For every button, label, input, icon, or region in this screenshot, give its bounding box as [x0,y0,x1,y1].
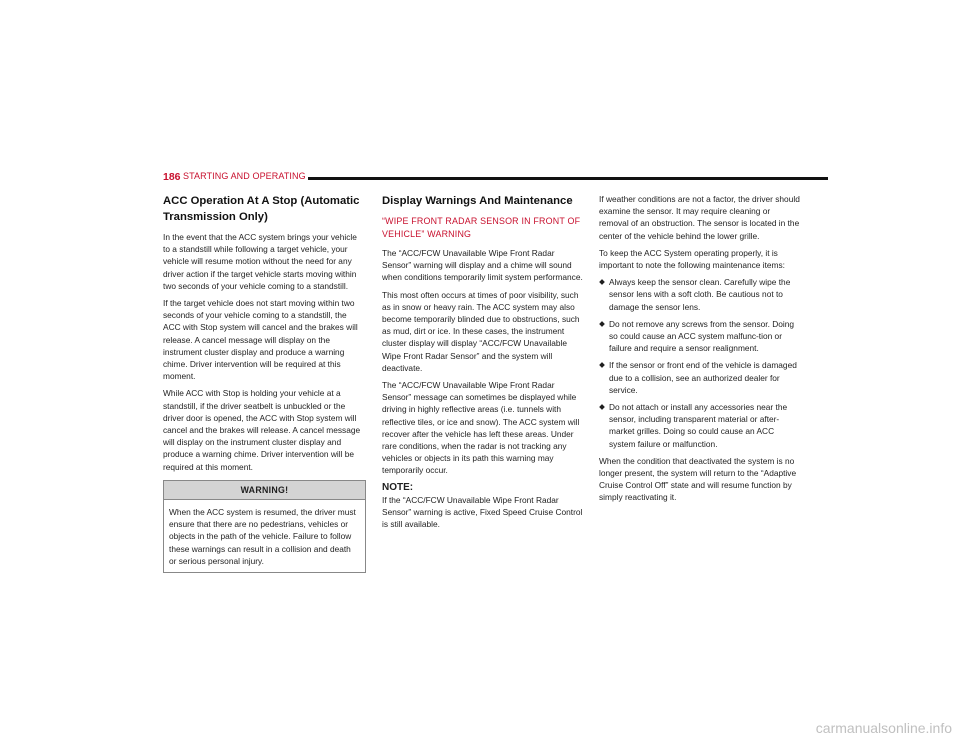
paragraph: The “ACC/FCW Unavailable Wipe Front Radar Sensor” warning will display and a chime will sound when conditions temporarily limit system performance. [382,248,583,283]
section-title: STARTING AND OPERATING [183,171,306,181]
header-rule [308,177,828,180]
paragraph: In the event that the ACC system brings your vehicle to a standstill while following a target vehicle, your vehicle will resume motion without the need for any driver action if the target vehicle starts moving within two seconds of your vehicle coming to a standstill. [163,232,357,291]
display-warnings-heading: Display Warnings And Maintenance [382,195,573,207]
closing-paragraph: When the condition that deactivated the system is no longer present, the system will return to the “Adaptive Cruise Control Off” state and will resume function by simply reactivating it. [599,455,797,503]
warning-title: WARNING! [164,481,365,500]
page-number: 186 [163,171,181,183]
diamond-bullet-icon [599,404,605,410]
diamond-bullet-icon [599,363,605,369]
acc-stop-heading: ACC Operation At A Stop (Automatic Transmission Only) [163,195,360,223]
paragraph: This most often occurs at times of poor visibility, such as in snow or heavy rain. The ACC system may also become temporarily blinded due to obstructions, such as mud, dirt or ice. In these cases, the instrument cluster display will display “ACC/FCW Unavailable Wipe Front Radar Sensor” and the system will deactivate. [382,289,580,373]
column-left [163,193,366,573]
warning-box [163,480,366,573]
list-item: If the sensor or front end of the vehicle is damaged due to a collision, see an authorized dealer for service. [599,359,802,396]
warning-text: When the ACC system is resumed, the driver must ensure that there are no pedestrians, vehicles or objects in the path of the vehicle. Failure to follow these warnings can result in a collision and death or serious personal injury. [169,507,356,566]
column-right [599,193,802,509]
paragraph: While ACC with Stop is holding your vehicle at a standstill, if the driver seatbelt is unbuckled or the driver door is opened, the ACC with Stop system will cancel and the brakes will release. A cancel message will display on the instrument cluster display and produce a warning chime. Driver intervention will be required at this moment. [163,388,361,472]
list-item: Do not remove any screws from the sensor. Doing so could cause an ACC system malfunc-tion or failure and require a sensor realignment. [599,318,802,355]
watermark: carmanualsonline.info [815,720,952,736]
paragraph: The “ACC/FCW Unavailable Wipe Front Radar Sensor” message can sometimes be displayed while driving in highly reflective areas (i.e. tunnels with reflective tiles, or ice and snow). The ACC system will recover after the vehicle has left these areas. Under rare conditions, when the radar is not tracking any vehicles or objects in its path this warning may temporarily occur. [382,380,580,476]
list-item: Do not attach or install any accessories near the sensor, including transparent material or after-market grilles. Doing so could cause an ACC system failure or malfunction. [599,401,802,450]
paragraph: To keep the ACC System operating properly, it is important to note the following maintenance items: [599,247,785,271]
wipe-sensor-subheading: “WIPE FRONT RADAR SENSOR IN FRONT OF VEHICLE” WARNING [382,216,581,239]
page-header [163,171,828,187]
paragraph: If weather conditions are not a factor, the driver should examine the sensor. It may require cleaning or removal of an obstruction. The sensor is located in the center of the vehicle behind the lower grille. [599,194,800,241]
diamond-bullet-icon [599,321,605,327]
note-title: NOTE: [382,481,414,493]
diamond-bullet-icon [599,279,605,285]
list-item: Always keep the sensor clean. Carefully wipe the sensor lens with a soft cloth. Be cautious not to damage the sensor lens. [599,276,802,313]
column-middle [382,193,583,535]
maintenance-list [599,276,802,450]
note-text: If the “ACC/FCW Unavailable Wipe Front Radar Sensor” warning is active, Fixed Speed Cruise Control is still available. [382,494,583,530]
paragraph: If the target vehicle does not start moving within two seconds of your vehicle coming to a standstill, the ACC with Stop system will cancel and the brakes will release. A cancel message will display on the instrument cluster display and produce a warning chime. Driver intervention will be required at this moment. [163,298,358,382]
